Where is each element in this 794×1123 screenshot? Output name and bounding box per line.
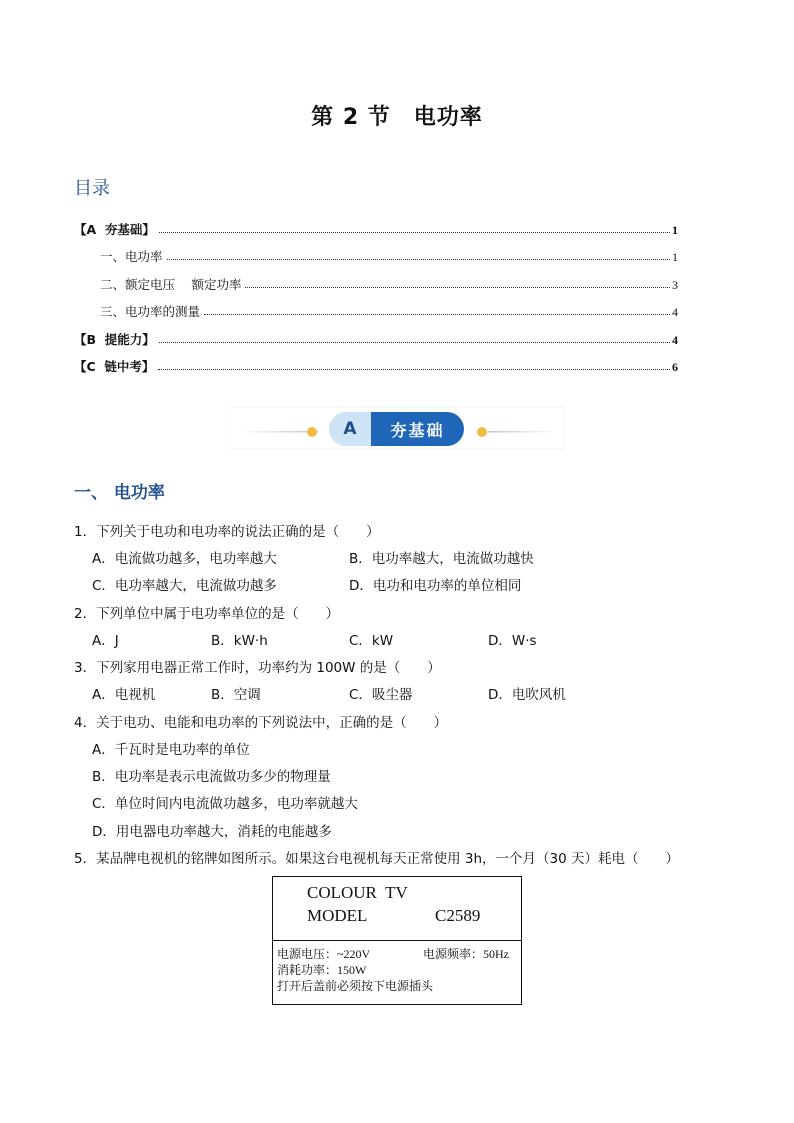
toc-item-label: 【A 夯基础】: [74, 221, 155, 237]
page-title: 第 2 节 电功率: [311, 105, 483, 130]
toc-leader: [245, 287, 670, 288]
option: A．J: [92, 633, 119, 649]
toc-item-label: 【B 提能力】: [74, 331, 155, 347]
toc-item-label: 一、电功率: [100, 249, 163, 264]
question-2: 2．下列单位中属于电功率单位的是（ ）: [74, 606, 340, 622]
nameplate-power: 消耗功率：150W: [277, 963, 367, 977]
toc-item[interactable]: [74, 265, 678, 293]
option: C．电功率越大，电流做功越多: [92, 578, 277, 594]
option: B．电功率越大，电流做功越快: [349, 551, 534, 567]
toc-item-label: 三、电功率的测量: [100, 304, 201, 319]
toc-leader: [159, 232, 670, 233]
toc-item-label: 【C 链中考】: [74, 359, 155, 374]
question-4: 4．关于电功、电能和电功率的下列说法中，正确的是（ ）: [74, 715, 448, 731]
option: D．电功和电功率的单位相同: [349, 578, 522, 594]
banner-dot-right: [477, 427, 487, 437]
toc-item-page: 3: [672, 277, 678, 292]
toc-item[interactable]: [74, 293, 678, 321]
nameplate-note: 打开后盖前必须按下电源插头: [277, 979, 434, 993]
section-heading: 一、 电功率: [74, 483, 165, 503]
option: C．单位时间内电流做功越多，电功率就越大: [92, 796, 358, 812]
toc-item-page: 1: [672, 250, 678, 264]
nameplate-model-label: MODEL: [307, 906, 368, 925]
option: D．W·s: [488, 633, 537, 649]
nameplate-header: [273, 877, 521, 941]
nameplate-model-value: C2589: [435, 906, 481, 925]
toc-leader: [204, 314, 670, 315]
toc-item-page: 6: [672, 360, 678, 374]
nameplate-voltage: 电源电压：~220V: [277, 947, 371, 961]
option: C．kW: [349, 633, 394, 649]
toc-item[interactable]: [74, 210, 678, 238]
banner-text: 夯基础: [371, 412, 464, 446]
tv-nameplate: [272, 876, 522, 1005]
toc-item[interactable]: [74, 320, 678, 348]
toc-item-page: 4: [672, 332, 678, 347]
banner-pill: [329, 412, 464, 446]
toc-heading: 目录: [74, 178, 110, 199]
toc-leader: [158, 369, 670, 370]
option: B．空调: [211, 687, 261, 703]
toc-item-page: 1: [672, 222, 678, 237]
option: D．电吹风机: [488, 687, 566, 703]
toc-item[interactable]: [74, 348, 678, 376]
option: D．用电器电功率越大，消耗的电能越多: [92, 824, 332, 840]
toc-item-label: 二、额定电压 额定功率: [100, 276, 242, 292]
toc-leader: [167, 259, 670, 260]
question-3: 3．下列家用电器正常工作时，功率约为 100W 的是（ ）: [74, 660, 441, 676]
option: A．千瓦时是电功率的单位: [92, 742, 250, 758]
toc-leader: [159, 342, 670, 343]
nameplate-title: COLOUR TV: [307, 883, 408, 902]
banner-dot-left: [307, 427, 317, 437]
toc-item-page: 4: [672, 305, 678, 319]
option: B．kW·h: [211, 633, 268, 649]
option: C．吸尘器: [349, 687, 413, 703]
question-1: 1．下列关于电功和电功率的说法正确的是（ ）: [74, 524, 380, 540]
option: B．电功率是表示电流做功多少的物理量: [92, 769, 331, 785]
banner-letter: A: [329, 412, 371, 446]
question-5: 5．某品牌电视机的铭牌如图所示。如果这台电视机每天正常使用 3h，一个月（30 天）耗电（ ）: [74, 851, 679, 867]
option: A．电流做功越多，电功率越大: [92, 551, 277, 567]
nameplate-frequency: 电源频率：50Hz: [423, 947, 509, 961]
toc-item[interactable]: [74, 238, 678, 266]
table-of-contents: [74, 210, 678, 375]
option: A．电视机: [92, 687, 156, 703]
section-banner: [230, 405, 564, 451]
